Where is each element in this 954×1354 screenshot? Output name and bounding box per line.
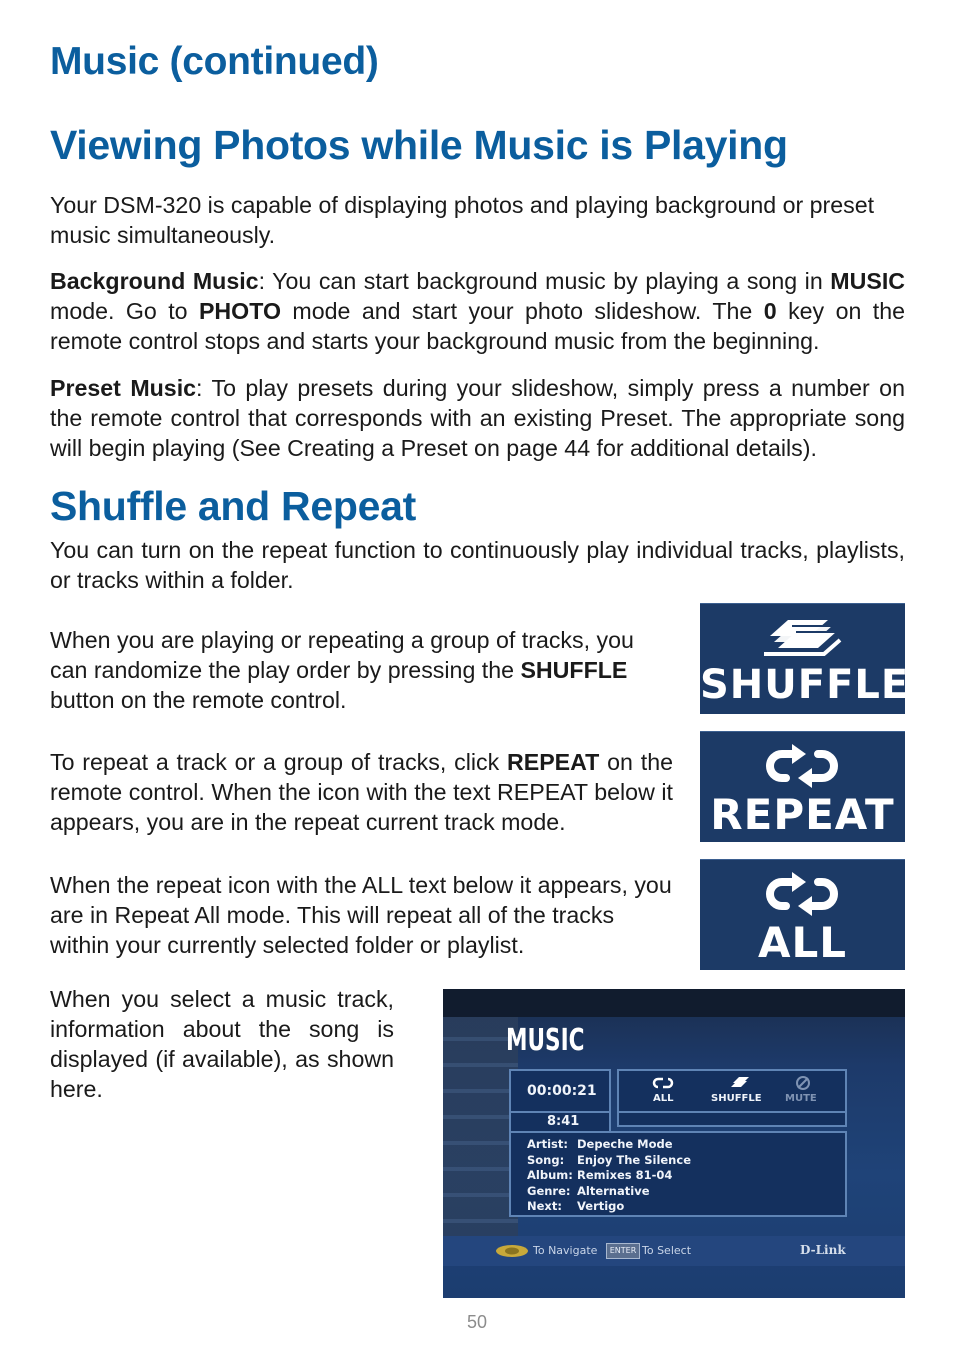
enter-key-icon: ENTER <box>606 1243 640 1259</box>
info-row-song <box>527 1153 691 1169</box>
text: on the remote control. When the icon with the text REPEAT below it appears, you are in the repeat current track mode. <box>50 749 673 835</box>
repeat-all-icon-label: ALL <box>757 918 848 967</box>
dlink-brand-logo: D-Link <box>800 1243 846 1257</box>
status-panel <box>617 1069 847 1113</box>
repeat-keyword: REPEAT <box>507 749 600 775</box>
screen-bottom-bar <box>443 1236 905 1266</box>
text: To repeat a track or a group of tracks, click <box>50 749 507 775</box>
shuffle-keyword: SHUFFLE <box>520 657 628 683</box>
info-value: Enjoy The Silence <box>577 1152 691 1167</box>
repeat-paragraph <box>50 747 673 837</box>
status-mute: MUTE <box>785 1093 817 1104</box>
track-duration: 8:41 <box>547 1114 580 1129</box>
info-label: Next: <box>527 1199 562 1213</box>
progress-panel <box>617 1111 847 1127</box>
repeat-icon <box>700 742 905 792</box>
shuffle-status-icon <box>727 1076 751 1090</box>
repeat-all-paragraph: When the repeat icon with the ALL text below it appears, you are in Repeat All mode. This will repeat all of the tracks within your currently selected folder or playlist. <box>50 872 672 958</box>
zero-key: 0 <box>763 298 777 324</box>
photo-keyword: PHOTO <box>198 298 281 324</box>
music-keyword: MUSIC <box>830 268 906 294</box>
info-value: Alternative <box>577 1183 650 1198</box>
elapsed-time: 00:00:21 <box>527 1083 597 1099</box>
shuffle-icon <box>700 612 905 662</box>
music-screen-screenshot <box>443 989 905 1298</box>
preset-music-paragraph <box>50 373 905 463</box>
info-label: Genre: <box>527 1183 571 1198</box>
info-row-artist <box>527 1137 691 1153</box>
info-label: Song: <box>527 1152 565 1167</box>
music-screen-title: MUSIC <box>506 1023 585 1058</box>
shuffle-icon-label: SHUFFLE <box>700 662 910 708</box>
elapsed-time-panel <box>509 1069 611 1113</box>
repeat-intro-paragraph: You can turn on the repeat function to continuously play individual tracks, playlists, or tracks within a folder. <box>50 537 905 593</box>
track-info-panel <box>509 1131 847 1217</box>
info-label: Album: <box>527 1168 573 1182</box>
status-shuffle: SHUFFLE <box>711 1093 762 1104</box>
text: When you are playing or repeating a group of tracks, you can randomize the play order by pressing the <box>50 627 634 683</box>
status-all: ALL <box>653 1093 674 1104</box>
background-music-label: Background Music <box>50 268 259 294</box>
mute-status-icon <box>795 1075 811 1091</box>
navigate-pad-icon <box>495 1244 529 1258</box>
to-select-hint: To Select <box>642 1244 692 1257</box>
info-row-album <box>527 1168 691 1184</box>
duration-panel <box>509 1111 611 1133</box>
text: : You can start background music by playing a song in <box>258 268 831 294</box>
info-value: Depeche Mode <box>577 1137 673 1151</box>
text: key on the remote control stops and starts your background music from the beginning. <box>50 298 906 354</box>
section-heading-shuffle-repeat: Shuffle and Repeat <box>50 483 416 529</box>
page-number: 50 <box>466 1312 488 1332</box>
text: button on the remote control. <box>50 687 347 713</box>
section-heading-viewing-photos: Viewing Photos while Music is Playing <box>50 122 788 168</box>
repeat-all-icon <box>700 870 905 920</box>
repeat-icon-label: REPEAT <box>710 790 895 839</box>
shuffle-icon-box <box>700 603 910 714</box>
to-navigate-hint: To Navigate <box>533 1244 598 1257</box>
intro-paragraph: Your DSM-320 is capable of displaying photos and playing background or preset music simultaneously. <box>50 192 875 248</box>
info-label: Artist: <box>527 1137 568 1151</box>
section-heading-continued: Music (continued) <box>50 40 379 83</box>
info-value: Remixes 81-04 <box>577 1168 673 1182</box>
track-info-paragraph: When you select a music track, information about the song is displayed (if available), as shown here. <box>50 986 394 1102</box>
repeat-icon-box <box>700 731 905 842</box>
text: mode and start your photo slideshow. The <box>281 298 764 324</box>
background-music-paragraph <box>50 266 905 356</box>
text: mode. Go to <box>50 298 199 324</box>
screen-top-band <box>443 989 905 1017</box>
repeat-all-icon-box <box>700 859 905 970</box>
track-info-list <box>527 1137 691 1215</box>
preset-music-label: Preset Music <box>50 375 197 401</box>
shuffle-paragraph <box>50 625 673 715</box>
repeat-all-status-icon <box>651 1076 675 1090</box>
info-row-next <box>527 1199 691 1215</box>
text: : To play presets during your slideshow, simply press a number on the remote control that corresponds with an existing Preset. The appropriate song will begin playing (See Creating a Preset on page 44 for additional details). <box>50 375 905 461</box>
info-value: Vertigo <box>577 1199 625 1213</box>
info-row-genre <box>527 1184 691 1200</box>
